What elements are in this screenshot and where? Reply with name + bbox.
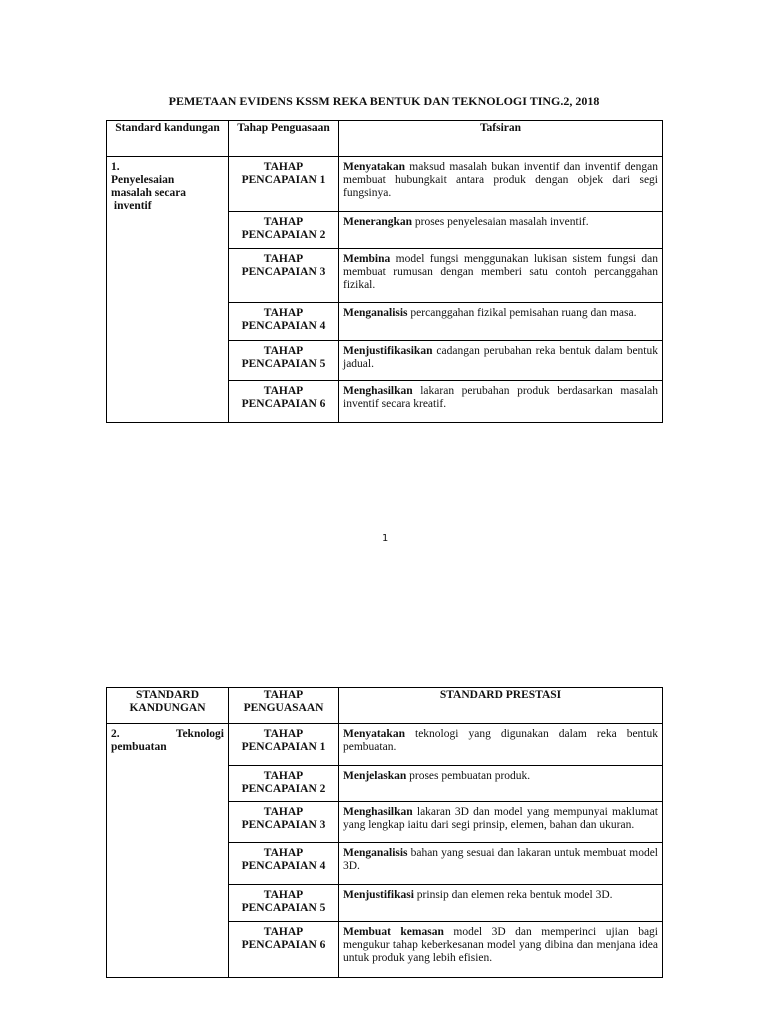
- header-line: PENGUASAAN: [243, 702, 324, 714]
- header-tafsiran: Tafsiran: [339, 121, 663, 157]
- description-cell: [339, 249, 663, 303]
- action-verb: Menjustifikasikan: [343, 345, 433, 357]
- standard-line: inventif: [111, 200, 152, 212]
- header-standard-kandungan: [107, 688, 229, 724]
- level-label: TAHAP: [263, 806, 304, 818]
- description-text: model fungsi menggunakan lukisan sistem fungsi dan membuat rumusan dengan memberi satu contoh percanggahan fizikal.: [343, 253, 658, 291]
- standard-line: Penyelesaian: [111, 174, 175, 186]
- action-verb: Membuat kemasan: [343, 926, 444, 938]
- level-label: PENCAPAIAN 6: [241, 398, 326, 410]
- action-verb: Menganalisis: [343, 847, 408, 859]
- action-verb: Menjustifikasi: [343, 889, 414, 901]
- table-row: [107, 724, 663, 766]
- level-label: TAHAP: [263, 847, 304, 859]
- level-cell: [229, 922, 339, 978]
- standard-line: 1.: [111, 161, 120, 173]
- description-cell: [339, 843, 663, 885]
- level-label: TAHAP: [263, 307, 304, 319]
- level-label: PENCAPAIAN 3: [241, 819, 326, 831]
- header-line: TAHAP: [263, 689, 304, 701]
- level-label: TAHAP: [263, 216, 304, 228]
- level-label: TAHAP: [263, 161, 304, 173]
- description-cell: [339, 381, 663, 423]
- description-cell: [339, 341, 663, 381]
- description-cell: [339, 922, 663, 978]
- level-label: PENCAPAIAN 2: [241, 229, 326, 241]
- standard-line: masalah secara: [111, 187, 187, 199]
- description-cell: [339, 802, 663, 843]
- description-text: proses pembuatan produk.: [406, 770, 531, 782]
- table-header-row: [107, 688, 663, 724]
- level-label: PENCAPAIAN 4: [241, 860, 326, 872]
- level-label: PENCAPAIAN 6: [241, 939, 326, 951]
- description-text: bahan yang sesuai dan lakaran untuk membuat model 3D.: [343, 847, 658, 872]
- description-text: maksud masalah bukan inventif dan inventif dengan membuat hubungkait antara produk dengan objek dari segi fungsinya.: [343, 161, 658, 199]
- evidence-table-2: [106, 687, 663, 978]
- description-text: lakaran perubahan produk berdasarkan masalah inventif secara kreatif.: [343, 385, 658, 410]
- description-cell: [339, 303, 663, 341]
- action-verb: Membina: [343, 253, 391, 265]
- description-text: proses penyelesaian masalah inventif.: [412, 216, 589, 228]
- header-tahap-penguasaan: Tahap Penguasaan: [229, 121, 339, 157]
- header-standard-kandungan: Standard kandungan: [107, 121, 229, 157]
- level-label: PENCAPAIAN 5: [241, 902, 326, 914]
- action-verb: Menyatakan: [343, 161, 405, 173]
- header-line: STANDARD: [135, 689, 200, 701]
- level-label: TAHAP: [263, 770, 304, 782]
- header-standard-prestasi: STANDARD PRESTASI: [339, 688, 663, 724]
- level-cell: [229, 249, 339, 303]
- level-label: PENCAPAIAN 2: [241, 783, 326, 795]
- header-line: KANDUNGAN: [129, 702, 206, 714]
- header-tahap-penguasaan: [229, 688, 339, 724]
- level-label: PENCAPAIAN 1: [241, 741, 326, 753]
- description-text: cadangan perubahan reka bentuk dalam bentuk jadual.: [343, 345, 658, 370]
- level-cell: [229, 212, 339, 249]
- description-cell: [339, 724, 663, 766]
- level-label: PENCAPAIAN 3: [241, 266, 326, 278]
- level-cell: [229, 802, 339, 843]
- action-verb: Menyatakan: [343, 728, 405, 740]
- evidence-table-1: [106, 120, 663, 423]
- table-header-row: [107, 121, 663, 157]
- action-verb: Menganalisis: [343, 307, 408, 319]
- level-label: TAHAP: [263, 345, 304, 357]
- description-cell: [339, 157, 663, 212]
- level-cell: [229, 341, 339, 381]
- level-label: TAHAP: [263, 926, 304, 938]
- standard-kandungan-cell: [107, 724, 229, 978]
- level-label: TAHAP: [263, 253, 304, 265]
- action-verb: Menjelaskan: [343, 770, 407, 782]
- action-verb: Menerangkan: [343, 216, 412, 228]
- level-cell: [229, 843, 339, 885]
- level-label: TAHAP: [263, 385, 304, 397]
- standard-kandungan-cell: [107, 157, 229, 423]
- page-number: 1: [381, 533, 389, 544]
- level-cell: [229, 885, 339, 922]
- description-text: lakaran 3D dan model yang mempunyai maklumat yang lengkap iaitu dari segi prinsip, elemen, bahan dan ukuran.: [343, 806, 658, 831]
- table-row: [107, 157, 663, 212]
- description-cell: [339, 212, 663, 249]
- level-label: PENCAPAIAN 5: [241, 358, 326, 370]
- description-text: teknologi yang digunakan dalam reka bentuk pembuatan.: [343, 728, 658, 753]
- level-label: TAHAP: [263, 728, 304, 740]
- level-label: TAHAP: [263, 889, 304, 901]
- description-cell: [339, 885, 663, 922]
- level-cell: [229, 157, 339, 212]
- standard-line: pembuatan: [111, 741, 167, 753]
- description-text: prinsip dan elemen reka bentuk model 3D.: [413, 889, 613, 901]
- standard-line: 2. Teknologi: [111, 728, 224, 740]
- description-cell: [339, 766, 663, 802]
- description-text: model 3D dan memperinci ujian bagi mengukur tahap keberkesanan model yang dibina dan menjana idea untuk produk yang lebih efisien.: [343, 926, 658, 964]
- document-title: PEMETAAN EVIDENS KSSM REKA BENTUK DAN TEKNOLOGI TING.2, 2018: [168, 94, 600, 108]
- action-verb: Menghasilkan: [343, 385, 413, 397]
- level-cell: [229, 303, 339, 341]
- level-cell: [229, 766, 339, 802]
- description-text: percanggahan fizikal pemisahan ruang dan masa.: [407, 307, 637, 319]
- level-cell: [229, 381, 339, 423]
- level-label: PENCAPAIAN 4: [241, 320, 326, 332]
- level-cell: [229, 724, 339, 766]
- action-verb: Menghasilkan: [343, 806, 413, 818]
- level-label: PENCAPAIAN 1: [241, 174, 326, 186]
